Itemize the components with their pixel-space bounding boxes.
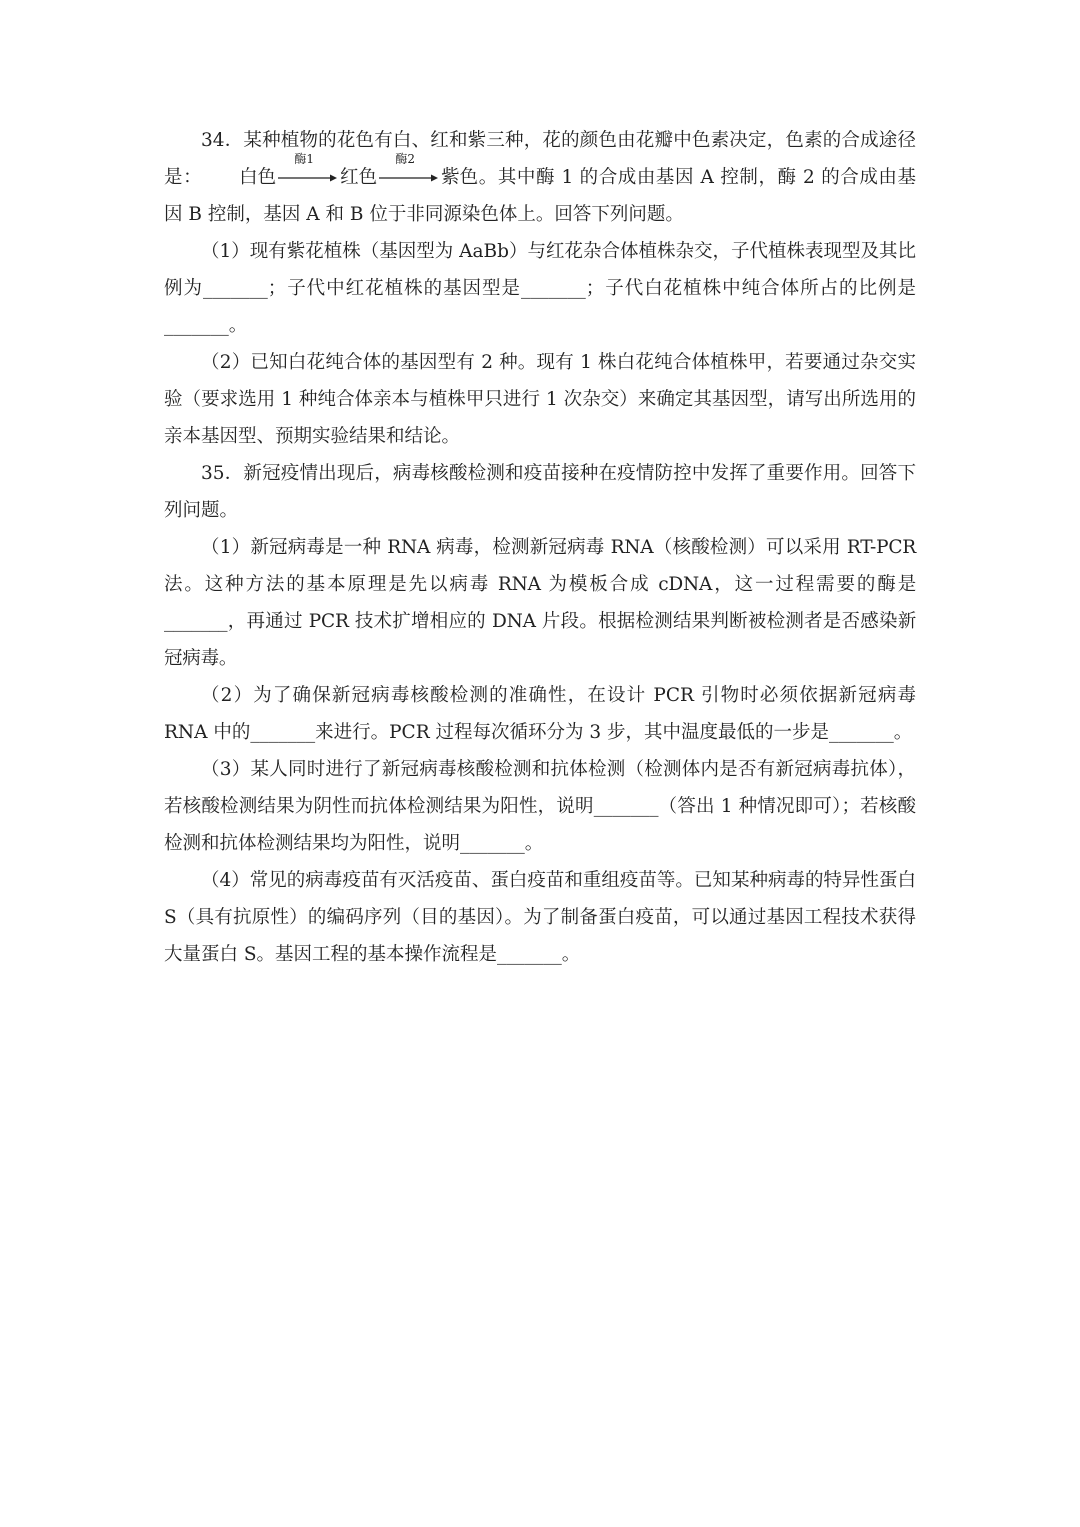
question-35-sub-3: （3）某人同时进行了新冠病毒核酸检测和抗体检测（检测体内是否有新冠病毒抗体），若核酸检测结果为阴性而抗体检测结果为阳性，说明_______（答出 1 种情况即可）；若核酸检测和抗体检测结果均为阳性，说明_______。 (164, 759, 916, 854)
enzyme-2-label: 酶2 (395, 152, 415, 166)
question-35-intro: 35．新冠疫情出现后，病毒核酸检测和疫苗接种在疫情防控中发挥了重要作用。回答下列问题。 (164, 463, 916, 521)
pathway-arrow-2 (379, 152, 439, 185)
enzyme-1-label: 酶1 (294, 152, 314, 166)
question-35-sub-2: （2）为了确保新冠病毒核酸检测的准确性，在设计 PCR 引物时必须依据新冠病毒 RNA 中的_______来进行。PCR 过程每次循环分为 3 步，其中温度最低的一步是_______。 (164, 685, 916, 743)
question-34-stem-continued: 。其中酶 1 的合成由基因 A 控制，酶 2 的合成由基因 B 控制，基因 A 和 B 位于非同源染色体上。回答下列问题。 (164, 167, 916, 225)
pigment-pathway (202, 152, 479, 196)
question-34-stem (164, 122, 916, 233)
arrow-right-icon (379, 173, 439, 183)
question-35-sub-4: （4）常见的病毒疫苗有灭活疫苗、蛋白疫苗和重组疫苗等。已知某种病毒的特异性蛋白 S（具有抗原性）的编码序列（目的基因）。为了制备蛋白疫苗，可以通过基因工程技术获得大量蛋白 S。基因工程的基本操作流程是_______。 (164, 870, 916, 965)
question-34-stem-text: 34．某种植物的花色有白、红和紫三种，花的颜色由花瓣中色素决定，色素的合成途径是： (164, 130, 916, 188)
pathway-arrow-1 (278, 152, 338, 185)
pathway-red: 红色 (340, 167, 378, 188)
exam-page (164, 122, 916, 973)
question-34-sub-2: （2）已知白花纯合体的基因型有 2 种。现有 1 株白花纯合体植株甲，若要通过杂交实验（要求选用 1 种纯合体亲本与植株甲只进行 1 次杂交）来确定其基因型，请写出所选用的亲本基因型、预期实验结果和结论。 (164, 352, 916, 447)
arrow-right-icon (278, 173, 338, 183)
question-34-sub-1: （1）现有紫花植株（基因型为 AaBb）与红花杂合体植株杂交，子代植株表现型及其比例为_______；子代中红花植株的基因型是_______；子代白花植株中纯合体所占的比例是_______。 (164, 241, 916, 336)
question-35-sub-1: （1）新冠病毒是一种 RNA 病毒，检测新冠病毒 RNA（核酸检测）可以采用 RT-PCR 法。这种方法的基本原理是先以病毒 RNA 为模板合成 cDNA，这一过程需要的酶是_______，再通过 PCR 技术扩增相应的 DNA 片段。根据检测结果判断被检测者是否感染新冠病毒。 (164, 537, 916, 669)
pathway-white: 白色 (239, 167, 277, 188)
pathway-purple: 紫色 (441, 167, 479, 188)
